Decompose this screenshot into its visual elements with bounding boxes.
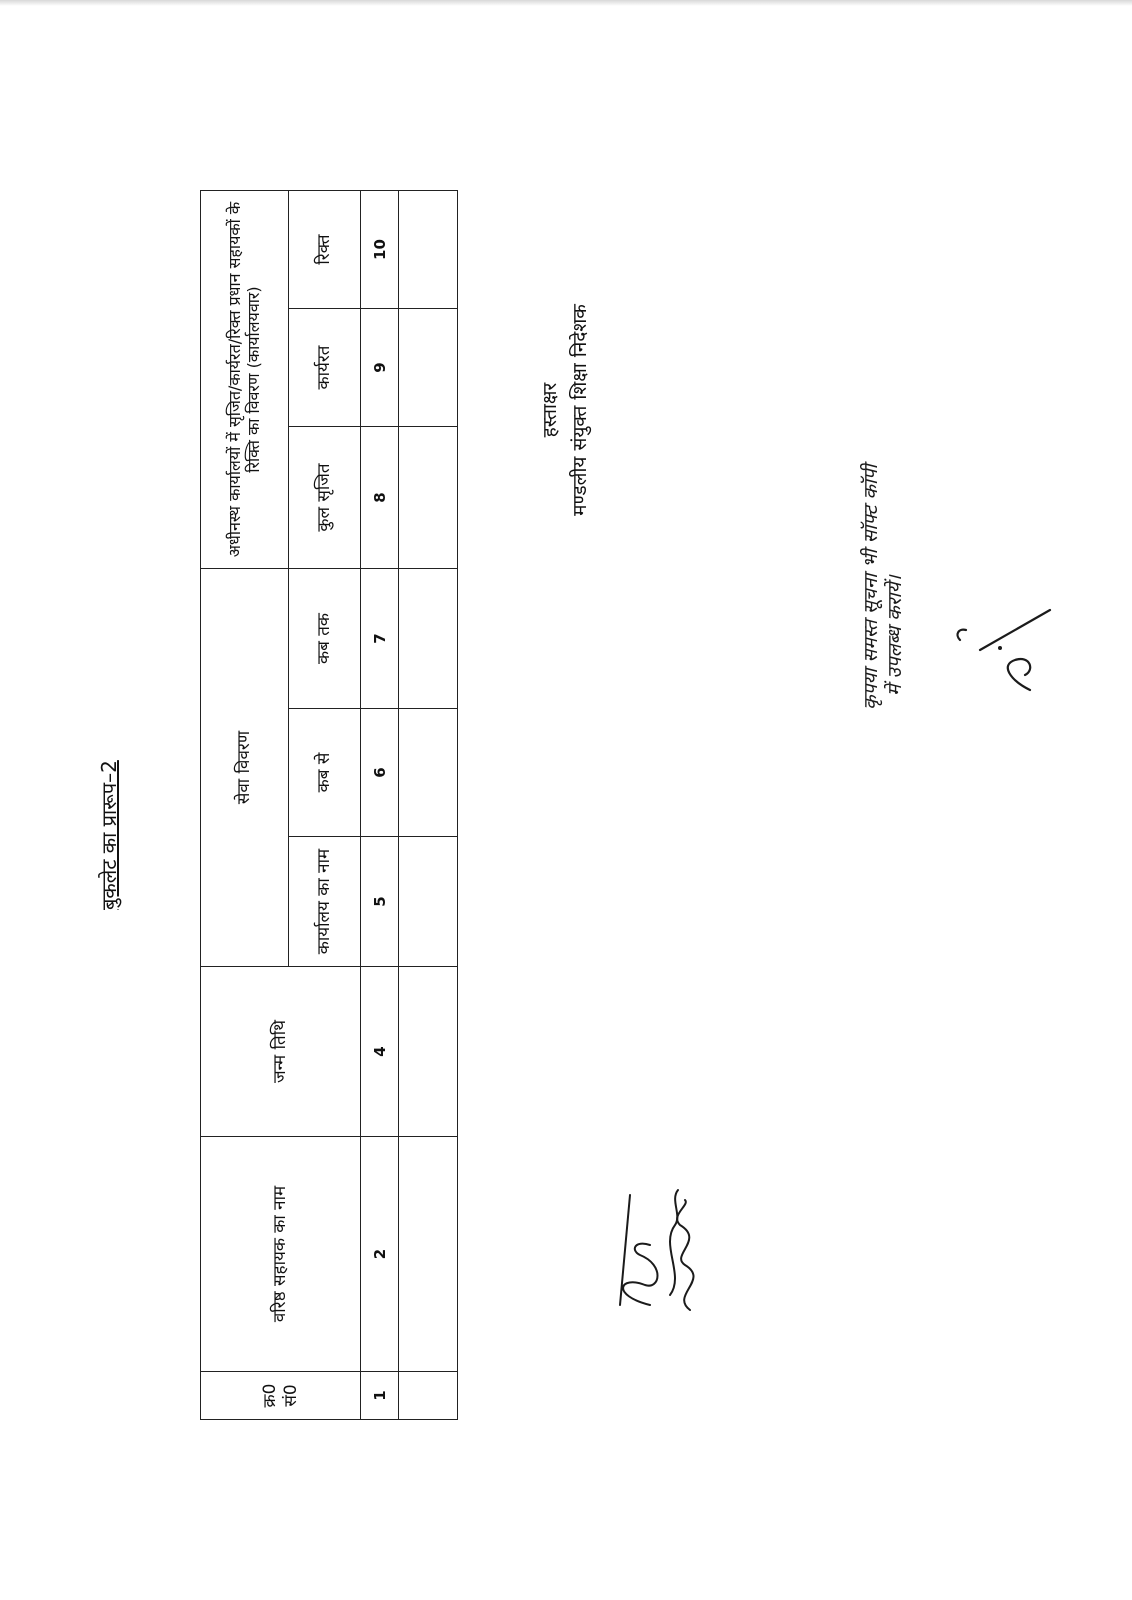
num-cell: 2: [361, 1137, 399, 1372]
header-dob: जन्म तिथि: [201, 967, 361, 1137]
signatory-title: मण्डलीय संयुक्त शिक्षा निदेशक: [569, 304, 592, 516]
header-to: कब तक: [288, 569, 360, 709]
page-title: बुकलेट का प्रारूप–2: [97, 760, 121, 910]
empty-cell: [399, 1137, 458, 1372]
signature-scribble-2: [660, 1195, 720, 1315]
header-row-1: [201, 191, 289, 1420]
header-vacant: रिक्त: [288, 191, 360, 309]
header-total-created: कुल सृजित: [288, 427, 360, 569]
note-line-2: में उपलब्ध करायें।: [883, 575, 906, 696]
num-cell: 7: [361, 569, 399, 709]
header-from: कब से: [288, 709, 360, 837]
empty-cell: [399, 427, 458, 569]
empty-cell: [399, 837, 458, 967]
empty-cell: [399, 967, 458, 1137]
empty-cell: [399, 309, 458, 427]
header-working: कार्यरत: [288, 309, 360, 427]
empty-cell: [399, 569, 458, 709]
booklet-table: [200, 190, 458, 1420]
empty-cell: [399, 1372, 458, 1420]
header-subordinate-vacancy: अधीनस्थ कार्यालयों में सृजित/कार्यरत/रिक्त प्रधान सहायकों के रिक्ति का विवरण (कार्यालयवार): [201, 191, 289, 569]
number-row: [361, 191, 399, 1420]
handwritten-initials: [920, 570, 1060, 710]
num-cell: 10: [361, 191, 399, 309]
empty-cell: [399, 191, 458, 309]
signature-label: हस्ताक्षर: [539, 382, 561, 438]
num-cell: 9: [361, 309, 399, 427]
num-cell: 4: [361, 967, 399, 1137]
empty-data-row: [399, 191, 458, 1420]
num-cell: 8: [361, 427, 399, 569]
num-cell: 1: [361, 1372, 399, 1420]
note-line-1: कृपया समस्त सूचना भी सॉफ्ट कॉपी: [860, 464, 882, 710]
header-service-details: सेवा विवरण: [201, 569, 289, 967]
empty-cell: [399, 709, 458, 837]
signature-block: [535, 220, 596, 600]
header-assistant-name: वरिष्ठ सहायक का नाम: [201, 1137, 361, 1372]
num-cell: 6: [361, 709, 399, 837]
handwritten-note: [860, 464, 908, 710]
num-cell: 5: [361, 837, 399, 967]
header-office-name: कार्यालय का नाम: [288, 837, 360, 967]
header-sno: क्र0 सं0: [201, 1372, 361, 1420]
